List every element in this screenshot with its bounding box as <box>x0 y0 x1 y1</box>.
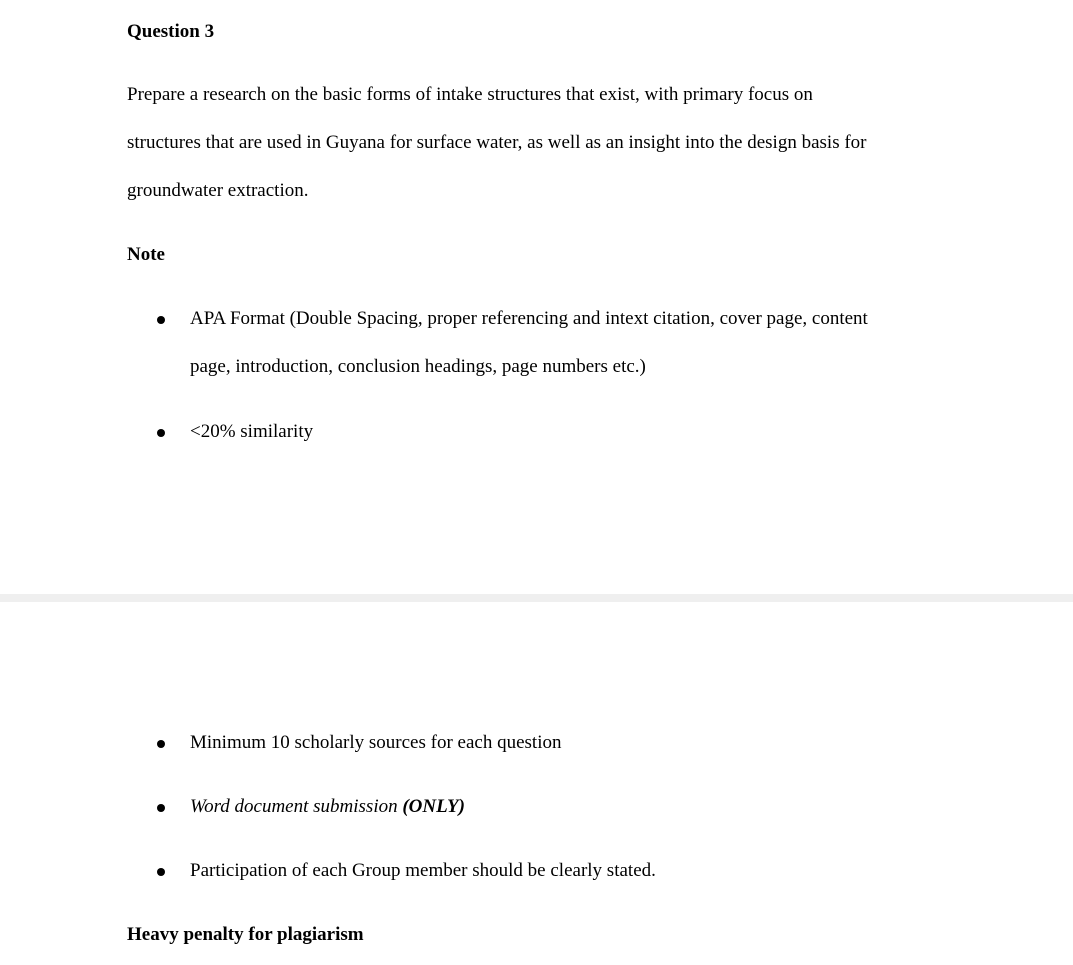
bullet-dot-icon <box>157 316 165 324</box>
plagiarism-warning: Heavy penalty for plagiarism <box>127 924 364 945</box>
question-paragraph-line-2: structures that are used in Guyana for surface water, as well as an insight into the design basis for <box>127 132 867 153</box>
note-bullet-sources: Minimum 10 scholarly sources for each question <box>190 732 562 753</box>
bullet-dot-icon <box>157 868 165 876</box>
bullet-dot-icon <box>157 740 165 748</box>
note-bullet-word-submission <box>190 796 465 818</box>
note-bullet-apa-line-2: page, introduction, conclusion headings, page numbers etc.) <box>190 356 646 377</box>
only-emphasis: (ONLY) <box>402 796 465 817</box>
question-heading: Question 3 <box>127 21 215 42</box>
note-bullet-apa-line-1: APA Format (Double Spacing, proper referencing and intext citation, cover page, content <box>190 308 868 329</box>
note-bullet-participation: Participation of each Group member should be clearly stated. <box>190 860 656 881</box>
note-heading: Note <box>127 244 165 265</box>
question-paragraph-line-3: groundwater extraction. <box>127 180 309 201</box>
page-separator <box>0 594 1073 602</box>
note-bullet-similarity: <20% similarity <box>190 421 314 442</box>
word-submission-text: Word document submission <box>190 796 403 817</box>
bullet-dot-icon <box>157 429 165 437</box>
question-paragraph-line-1: Prepare a research on the basic forms of intake structures that exist, with primary focus on <box>127 84 813 105</box>
document-page-2 <box>0 602 1073 965</box>
bullet-dot-icon <box>157 804 165 812</box>
